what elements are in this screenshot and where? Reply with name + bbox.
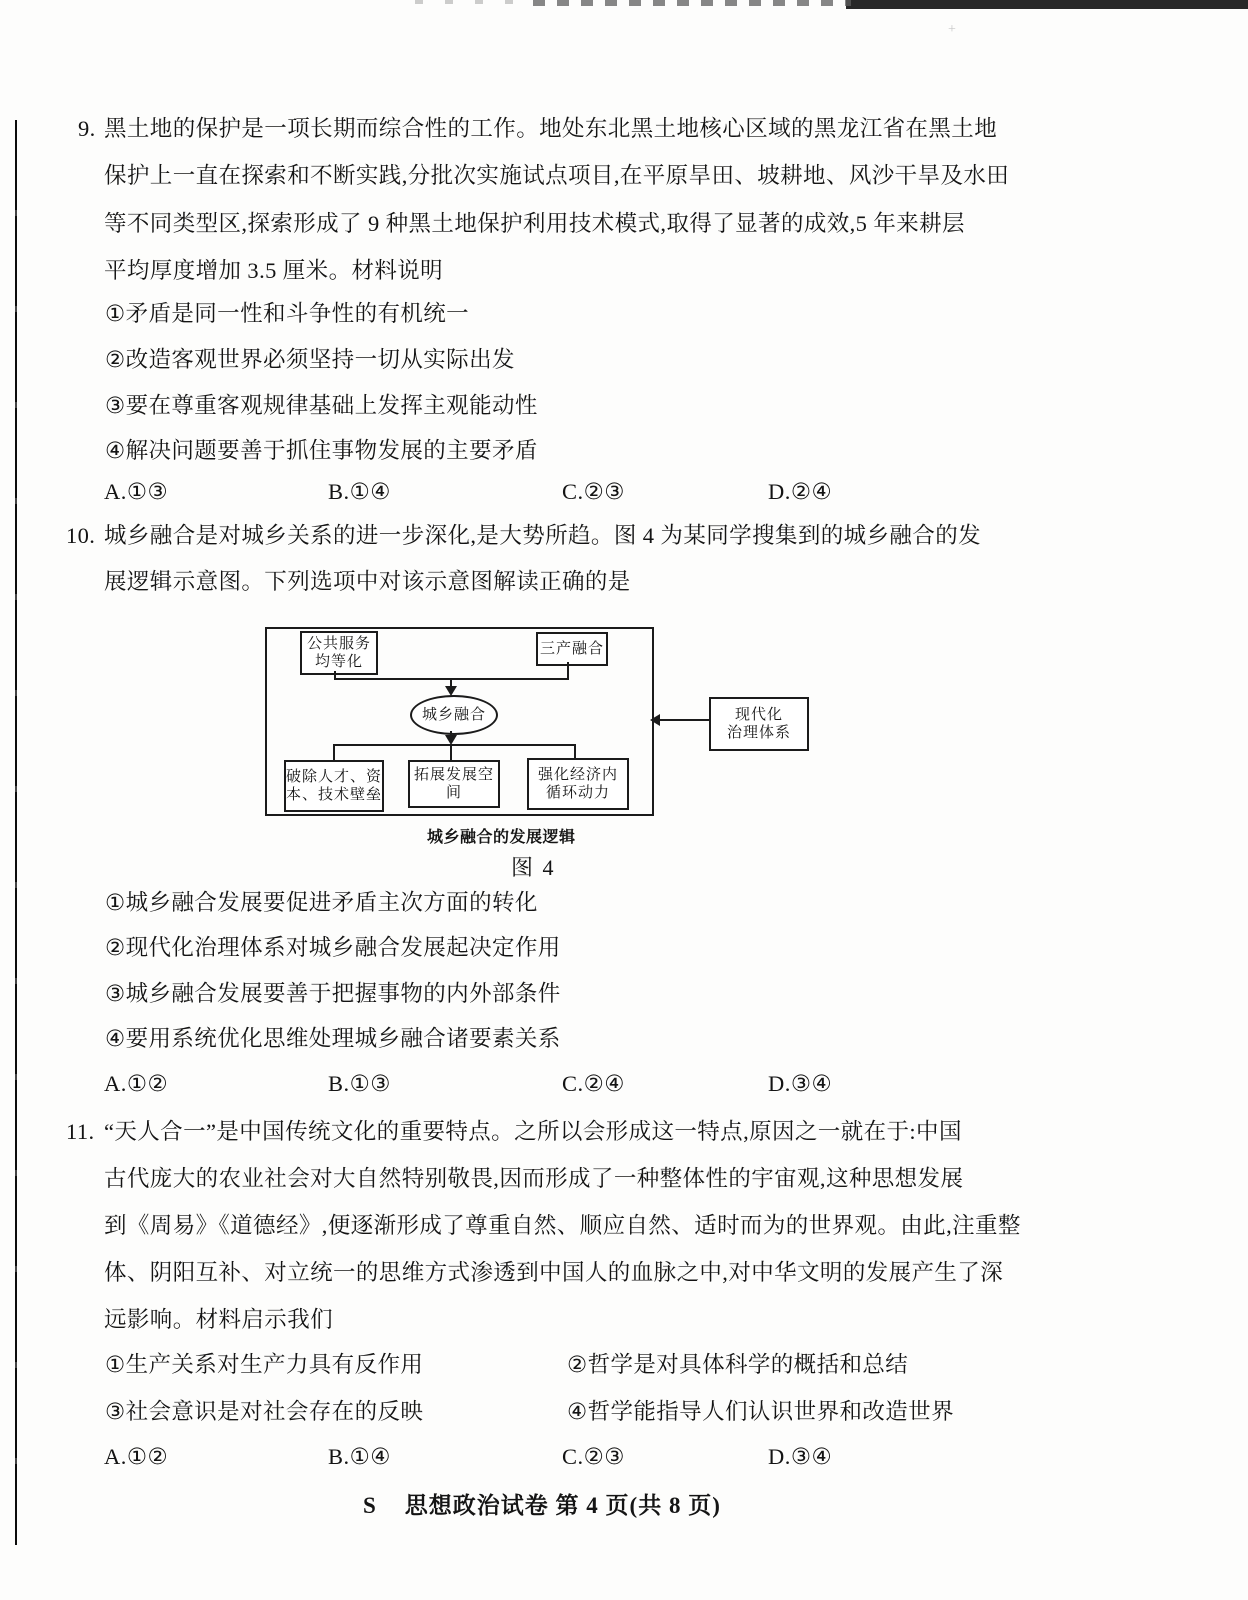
question-10-option-c: C.②④ (562, 1071, 625, 1096)
question-11-item-4: ④哲学能指导人们认识世界和改造世界 (567, 1399, 954, 1424)
question-9-option-d: D.②④ (768, 479, 833, 504)
scan-artifact-top-faint (415, 0, 525, 4)
diagram-connector-line (574, 746, 576, 758)
question-11-line (66, 1118, 962, 1146)
diagram-box-public-services-line1: 公共服务 (306, 636, 371, 652)
question-9-number: 9. (78, 116, 96, 141)
question-11-line: 体、阴阳互补、对立统一的思维方式渗透到中国人的血脉之中,对中华文明的发展产生了深 (104, 1260, 1004, 1285)
question-9-item-4: ④解决问题要善于抓住事物发展的主要矛盾 (105, 438, 538, 463)
question-11-option-b: B.①④ (328, 1444, 391, 1469)
question-10-item-4: ④要用系统优化思维处理城乡融合诸要素关系 (105, 1026, 561, 1051)
diagram-box-barriers (284, 760, 384, 812)
diagram-connector-line (333, 744, 576, 746)
question-9-item-3: ③要在尊重客观规律基础上发挥主观能动性 (105, 393, 538, 418)
footer-paper-code: S (363, 1493, 377, 1518)
question-9-option-c: C.②③ (562, 479, 625, 504)
question-10-item-3: ③城乡融合发展要善于把握事物的内外部条件 (105, 981, 561, 1006)
scan-artifact-top-fragments (533, 0, 851, 6)
question-11-item-3: ③社会意识是对社会存在的反映 (105, 1399, 424, 1424)
question-11-number: 11. (66, 1119, 95, 1144)
question-10-option-b: B.①③ (328, 1071, 391, 1096)
question-10-line: 展逻辑示意图。下列选项中对该示意图解读正确的是 (104, 569, 631, 594)
question-9-option-b: B.①④ (328, 479, 391, 504)
diagram-box-barriers-line2: 本、技术壁垒 (286, 787, 383, 803)
diagram-caption: 城乡融合的发展逻辑 (427, 829, 576, 846)
question-11-option-a: A.①② (104, 1444, 169, 1469)
scan-artifact-plus-mark: + (948, 22, 956, 37)
diagram-connector-line (658, 719, 709, 721)
diagram-connector-line (450, 746, 452, 760)
diagram-box-circulation (527, 758, 629, 810)
question-11-option-c: C.②③ (562, 1444, 625, 1469)
question-9-line: 保护上一直在探索和不断实践,分批次实施试点项目,在平原旱田、坡耕地、风沙干旱及水田 (104, 163, 1010, 188)
diagram-connector-line (333, 746, 335, 760)
question-11-line: 到《周易》《道德经》,便逐渐形成了尊重自然、顺应自然、适时而为的世界观。由此,注重整 (104, 1213, 1021, 1238)
question-11-item-2: ②哲学是对具体科学的概括和总结 (567, 1352, 909, 1377)
question-10-item-2: ②现代化治理体系对城乡融合发展起决定作用 (105, 935, 561, 960)
diagram-ellipse-center: 城乡融合 (410, 695, 498, 735)
question-10-number: 10. (66, 523, 96, 548)
question-9-options (0, 479, 1248, 509)
question-10-text: 城乡融合是对城乡关系的进一步深化,是大势所趋。图 4 为某同学搜集到的城乡融合的发 (104, 523, 982, 548)
footer-page-info: 思想政治试卷 第 4 页(共 8 页) (404, 1493, 721, 1518)
question-9-line (78, 115, 997, 143)
question-9-line: 等不同类型区,探索形成了 9 种黑土地保护利用技术模式,取得了显著的成效,5 年来耕层 (104, 211, 965, 236)
scan-artifact-top-band (846, 0, 1248, 9)
question-9-option-a: A.①③ (104, 479, 169, 504)
diagram-box-governance (709, 697, 809, 751)
question-10-item-1: ①城乡融合发展要促进矛盾主次方面的转化 (105, 890, 538, 915)
question-9-text: 黑土地的保护是一项长期而综合性的工作。地处东北黑土地核心区域的黑龙江省在黑土地 (104, 116, 998, 141)
question-9-item-1: ①矛盾是同一性和斗争性的有机统一 (105, 301, 470, 326)
scan-artifact-binding-line (15, 120, 17, 1545)
question-10-line (66, 522, 981, 550)
diagram-box-governance-line2: 治理体系 (726, 725, 791, 741)
question-9-item-2: ②改造客观世界必须坚持一切从实际出发 (105, 347, 515, 372)
arrow-left-icon (650, 714, 660, 726)
question-11-line: 远影响。材料启示我们 (104, 1307, 334, 1332)
diagram-box-governance-line1: 现代化 (734, 707, 783, 723)
page-footer (363, 1487, 721, 1520)
diagram-box-space: 拓展发展空间 (408, 760, 500, 808)
question-11-text: “天人合一”是中国传统文化的重要特点。之所以会形成这一特点,原因之一就在于:中国 (104, 1119, 962, 1144)
diagram-box-industry-integration: 三产融合 (536, 632, 608, 666)
question-9-line: 平均厚度增加 3.5 厘米。材料说明 (104, 258, 444, 283)
question-11-option-d: D.③④ (768, 1444, 833, 1469)
question-10-options (0, 1071, 1248, 1101)
diagram-box-public-services (300, 631, 378, 675)
diagram-box-public-services-line2: 均等化 (314, 654, 363, 670)
question-10-option-a: A.①② (104, 1071, 169, 1096)
question-11-item-1: ①生产关系对生产力具有反作用 (105, 1352, 424, 1377)
diagram-box-circulation-line1: 强化经济内 (537, 767, 618, 783)
question-11-line: 古代庞大的农业社会对大自然特别敬畏,因而形成了一种整体性的宇宙观,这种思想发展 (104, 1166, 964, 1191)
diagram-box-barriers-line1: 破除人才、资 (286, 769, 383, 785)
figure-label: 图 4 (511, 855, 556, 880)
question-10-option-d: D.③④ (768, 1071, 833, 1096)
diagram-box-circulation-line2: 循环动力 (545, 785, 610, 801)
question-11-options (0, 1444, 1248, 1474)
